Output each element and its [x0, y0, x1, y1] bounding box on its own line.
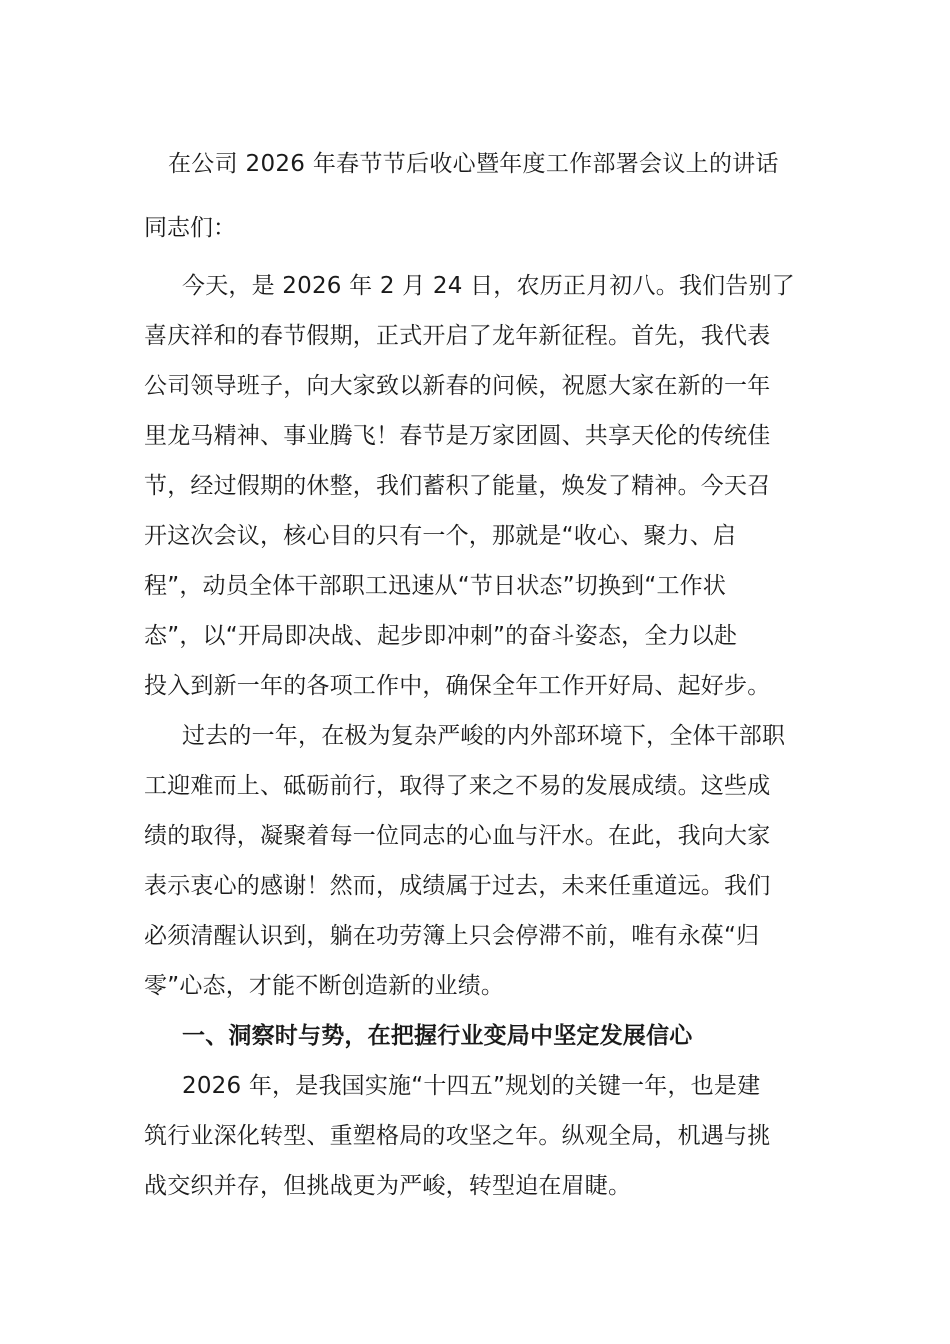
- paragraph-line: 程”，动员全体干部职工迅速从“节日状态”切换到“工作状: [144, 573, 727, 599]
- document-title: 在公司 2026 年春节节后收心暨年度工作部署会议上的讲话: [168, 151, 779, 177]
- salutation: 同志们：: [144, 215, 236, 241]
- paragraph-line: 里龙马精神、事业腾飞！春节是万家团圆、共享天伦的传统佳: [144, 423, 771, 449]
- paragraph-line: 2026 年，是我国实施“十四五”规划的关键一年，也是建: [182, 1073, 761, 1099]
- paragraph-line: 绩的取得，凝聚着每一位同志的心血与汗水。在此，我向大家: [144, 823, 771, 849]
- paragraph-line: 筑行业深化转型、重塑格局的攻坚之年。纵观全局，机遇与挑: [144, 1123, 771, 1149]
- paragraph-line: 今天，是 2026 年 2 月 24 日，农历正月初八。我们告别了: [182, 273, 795, 299]
- paragraph-line: 战交织并存，但挑战更为严峻，转型迫在眉睫。: [144, 1173, 632, 1199]
- document-body: [144, 261, 814, 1211]
- paragraph-line: 必须清醒认识到，躺在功劳簿上只会停滞不前，唯有永葆“归: [144, 923, 760, 949]
- paragraph-line: 过去的一年，在极为复杂严峻的内外部环境下，全体干部职: [182, 723, 786, 749]
- paragraph-line: 态”，以“开局即决战、起步即冲刺”的奋斗姿态，全力以赴: [144, 623, 738, 649]
- section-heading: 一、洞察时与势，在把握行业变局中坚定发展信心: [182, 1023, 693, 1049]
- paragraph-line: 开这次会议，核心目的只有一个，那就是“收心、聚力、启: [144, 523, 737, 549]
- paragraph-line: 投入到新一年的各项工作中，确保全年工作开好局、起好步。: [144, 673, 771, 699]
- paragraph-line: 工迎难而上、砥砺前行，取得了来之不易的发展成绩。这些成: [144, 773, 771, 799]
- paragraph-line: 零”心态，才能不断创造新的业绩。: [144, 973, 505, 999]
- paragraph-line: 表示衷心的感谢！然而，成绩属于过去，未来任重道远。我们: [144, 873, 771, 899]
- paragraph-line: 节，经过假期的休整，我们蓄积了能量，焕发了精神。今天召: [144, 473, 771, 499]
- paragraph-line: 公司领导班子，向大家致以新春的问候，祝愿大家在新的一年: [144, 373, 771, 399]
- paragraph-line: 喜庆祥和的春节假期，正式开启了龙年新征程。首先，我代表: [144, 323, 771, 349]
